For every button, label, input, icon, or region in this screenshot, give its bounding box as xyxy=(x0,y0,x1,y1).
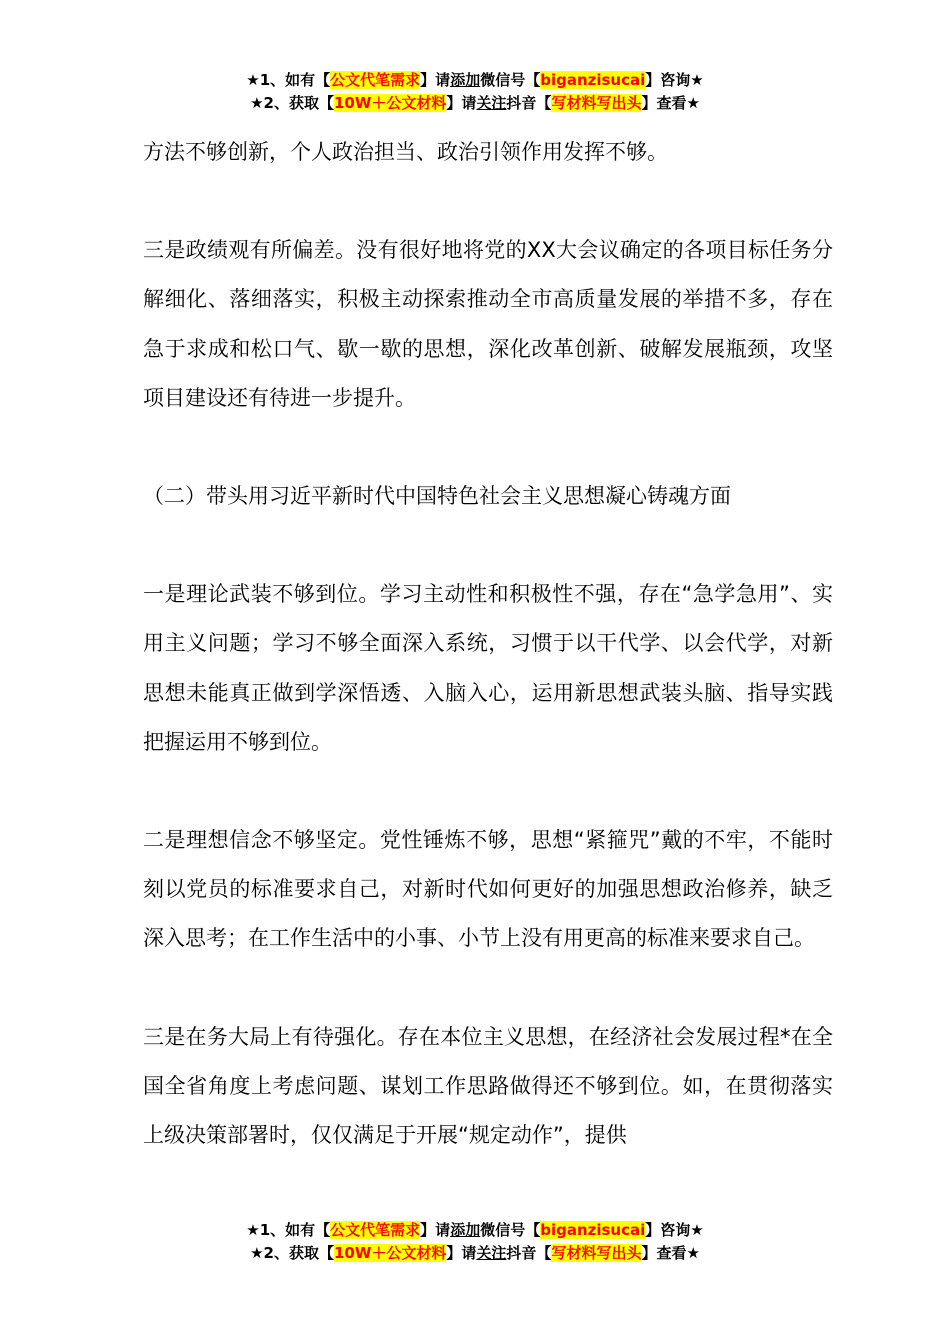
promo-line-2: ★2、获取【10W＋公文材料】请关注抖音【写材料写出头】查看★ xyxy=(250,94,700,112)
promo-header xyxy=(0,69,950,115)
highlight-service: 公文代笔需求 xyxy=(330,71,421,89)
highlight-wechat-id: biganzisucai xyxy=(540,71,646,89)
document-body xyxy=(143,128,833,1209)
promo-line-2: ★2、获取【10W＋公文材料】请关注抖音【写材料写出头】查看★ xyxy=(250,1244,700,1262)
promo-line-1: ★1、如有【公文代笔需求】请添加微信号【biganzisucai】咨询★ xyxy=(246,1221,704,1239)
highlight-materials: 10W＋公文材料 xyxy=(333,1244,447,1262)
paragraph: 三是政绩观有所偏差。没有很好地将党的XX大会议确定的各项目标任务分解细化、落细落实，积极主动探索推动全市高质量发展的举措不多，存在急于求成和松口气、歇一歇的思想，深化改革创新、破解发展瓶颈，攻坚项目建设还有待进一步提升。 xyxy=(143,238,833,410)
paragraph: 三是在务大局上有待强化。存在本位主义思想，在经济社会发展过程*在全国全省角度上考虑问题、谋划工作思路做得还不够到位。如，在贯彻落实上级决策部署时，仅仅满足于开展“规定动作”，提供 xyxy=(143,1024,833,1148)
paragraph: 一是理论武装不够到位。学习主动性和积极性不强，存在“急学急用”、实用主义问题；学习不够全面深入系统，习惯于以干代学、以会代学，对新思想未能真正做到学深悟透、入脑入心，运用新思想武装头脑、指导实践把握运用不够到位。 xyxy=(143,582,833,754)
paragraph: 二是理想信念不够坚定。党性锤炼不够，思想“紧箍咒”戴的不牢，不能时刻以党员的标准要求自己，对新时代如何更好的加强思想政治修养，缺乏深入思考；在工作生活中的小事、小节上没有用更高的标准来要求自己。 xyxy=(143,828,833,951)
highlight-douyin: 写材料写出头 xyxy=(551,1244,642,1262)
highlight-materials: 10W＋公文材料 xyxy=(333,94,447,112)
section-heading: （二）带头用习近平新时代中国特色社会主义思想凝心铸魂方面 xyxy=(143,484,731,509)
highlight-service: 公文代笔需求 xyxy=(330,1221,421,1239)
highlight-wechat-id: biganzisucai xyxy=(540,1221,646,1239)
paragraph: 方法不够创新，个人政治担当、政治引领作用发挥不够。 xyxy=(143,140,668,164)
promo-footer xyxy=(0,1219,950,1265)
promo-line-1: ★1、如有【公文代笔需求】请添加微信号【biganzisucai】咨询★ xyxy=(246,71,704,89)
highlight-douyin: 写材料写出头 xyxy=(551,94,642,112)
